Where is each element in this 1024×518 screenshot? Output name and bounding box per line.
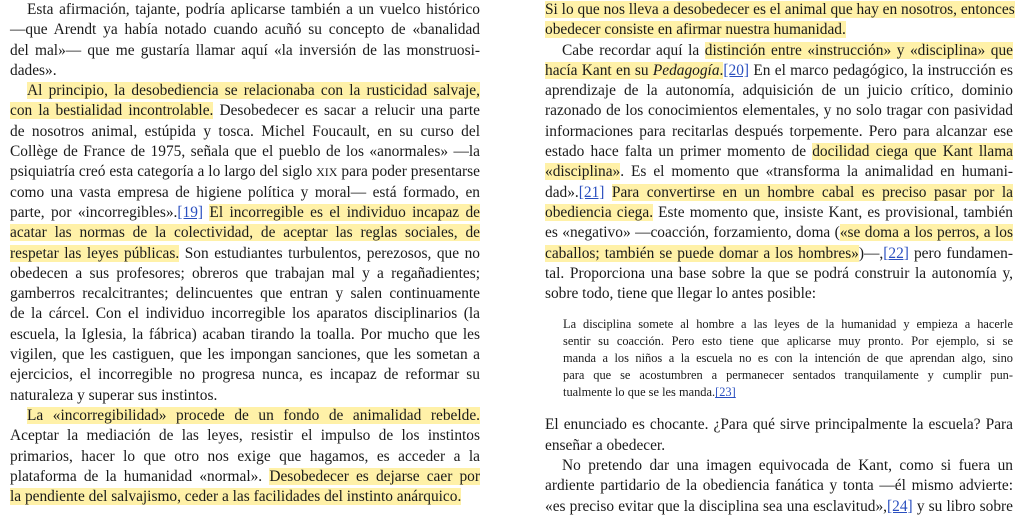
text-line: [545, 20, 1013, 40]
text-line: «es preciso evitar que la disciplina sea una esclavitud»,[24] y su libro sobre: [545, 497, 1013, 515]
text-line: aprendizaje de la autonomía, adquisición de un juicio crítico, dominio: [545, 82, 1013, 100]
text-line: con la bestialidad incontrolable. Desobedecer es sacar a relucir una parte: [10, 102, 480, 120]
text-line: razonado de los conocimientos elementales, y no solo tragar con pasividad: [545, 102, 1013, 120]
text-line: [545, 0, 1013, 20]
highlight: La «incorregibilidad» procede de un fondo de animalidad rebelde.: [27, 406, 480, 424]
highlight: acatar las normas de la colectividad, de aceptar las reglas sociales, de: [10, 224, 480, 242]
text-line: Cabe recordar aquí la distinción entre «instrucción» y «disciplina» que: [562, 41, 1013, 59]
quote-line: manda a los niños a la escuela no es con la intención de que aprendan algo, sino: [563, 351, 1013, 366]
book-title: Pedagogía: [652, 61, 720, 79]
text-line: tal. Proporciona una base sobre la que se podrá construir la autonomía y,: [545, 264, 1013, 282]
text-line: ejercicios, el incorregible no progresa nunca, es incapaz de reformar su: [10, 366, 480, 384]
right-page: [545, 0, 1013, 517]
text-line: Collège de France de 1975, señala que el pueblo de los «anormales» —la: [10, 143, 480, 161]
text-line: parte, por «incorregibles».[19] El incorregible es el individuo incapaz de: [10, 203, 480, 221]
highlight: Desobedecer es dejarse caer por: [269, 467, 480, 485]
highlight: la pendiente del salvajismo, ceder a las facilidades del instinto anárquico.: [10, 488, 462, 506]
highlight: caballos; también se puede domar a los hombres»: [545, 244, 859, 262]
paragraph-1: [545, 0, 1013, 41]
block-quote: [545, 316, 1013, 401]
highlight: docilidad ciega que Kant llama: [812, 143, 1014, 161]
text-line: sobre todo, tiene que llegar lo antes posible:: [545, 285, 816, 303]
text-line: de nosotros animal, estúpida y tosca. Michel Foucault, en su curso del: [10, 122, 480, 140]
text-line: hacía Kant en su Pedagogía.[20] En el marco pedagógico, la instrucción es: [545, 61, 1013, 79]
quote-line: tualmente lo que se les manda.[23]: [563, 385, 736, 400]
text-line: de la cárcel. Con el individuo incorregible los aparatos disciplinarios (la: [10, 305, 480, 323]
highlight: Al principio, la desobediencia se relacionaba con la rusticidad salvaje,: [27, 82, 480, 100]
highlight: distinción entre «instrucción» y «disciplina» que: [704, 41, 1013, 59]
highlight: con la bestialidad incontrolable.: [10, 102, 214, 120]
text-line: [10, 406, 480, 426]
text-line: como una vasta empresa de higiene política y moral— está formado, en: [10, 183, 480, 201]
highlight: El incorregible es el individuo incapaz de: [209, 203, 480, 221]
paragraph-3: [545, 415, 1013, 456]
footnote-link-22[interactable]: [22]: [883, 244, 909, 262]
text-line: El enunciado es chocante. ¿Para qué sirve principalmente la escuela? Para: [545, 416, 1013, 434]
highlight: «disciplina»: [545, 163, 621, 181]
quote-line: sentir su coacción. Pero esto tiene que aplicarse muy pronto. Por ejemplo, si se: [563, 334, 1013, 349]
text-line: dades».: [10, 61, 57, 79]
text-line: del mal»— que me gustaría llamar aquí «la inversión de las monstruosi-: [10, 41, 480, 59]
text-line: plataforma de la humanidad «normal». Desobedecer es dejarse caer por: [10, 467, 480, 485]
text-line: primarios, hacer lo que otro nos exige que hagamos, es acceder a la: [10, 447, 480, 465]
footnote-link-20[interactable]: [20]: [723, 61, 750, 79]
highlight: hacía Kant en su Pedagogía.: [545, 61, 724, 79]
paragraph-3: [10, 406, 480, 507]
text-line: No pretendo dar una imagen equivocada de Kant, como si fuera un: [562, 457, 1013, 475]
text-line: [10, 487, 480, 507]
text-line: estado hace falta un primer momento de docilidad ciega que Kant llama: [545, 143, 1014, 161]
quote-line: para que se acostumbren a permanecer sentados tranquilamente y cumplir pun-: [563, 368, 1013, 383]
text-line: [10, 223, 480, 243]
footnote-link-21[interactable]: [21]: [578, 183, 605, 201]
text-line: naturaleza y superar sus instintos.: [10, 386, 218, 404]
left-page: [10, 0, 480, 507]
quote-line: La disciplina somete al hombre a las leyes de la humanidad y empieza a hacerle: [563, 317, 1013, 332]
text-line: Aceptar la mediación de las leyes, resistir el impulso de los instintos: [10, 427, 480, 445]
text-line: vigilen, que les castiguen, que les impongan sanciones, que les sometan a: [10, 346, 480, 364]
page-gutter: [500, 0, 524, 518]
text-line: «disciplina». Es el momento que «transforma la animalidad en humani-: [545, 163, 1013, 181]
text-line: es «negativo» —coacción, forzamiento, doma («se doma a los perros, a los: [545, 224, 1013, 242]
text-line: obediencia ciega. Este momento que, insiste Kant, es provisional, también: [545, 203, 1014, 221]
text-line: ardiente partidario de la obediencia fanática y tonta —él mismo advierte:: [545, 477, 1013, 495]
paragraph-1: [10, 0, 480, 81]
text-line: informaciones para recitarlas después torpemente. Pero para alcanzar ese: [545, 122, 1013, 140]
text-line: obedecen a sus profesores; obreros que trabajan mal y a regañadientes;: [10, 264, 480, 282]
text-line: escuela, la Iglesia, la fábrica) acaban tirando la toalla. Por mucho que les: [10, 325, 480, 343]
text-line: psiquiatría creó esta categoría a lo largo del siglo XIX para poder presentarse: [10, 163, 480, 181]
highlight: Si lo que nos lleva a desobedecer es el animal que hay en nosotros, entonces: [545, 1, 1015, 18]
text-line: Esta afirmación, tajante, podría aplicarse también a un vuelco histórico: [27, 1, 480, 18]
text-line: —que Arendt ya había notado cuando acuñó su concepto de «banalidad: [10, 21, 480, 39]
paragraph-4: [545, 456, 1013, 517]
paragraph-2: [10, 81, 480, 406]
paragraph-2: [545, 41, 1013, 305]
text-line: enseñar a obedecer.: [545, 436, 666, 454]
text-line: gamberros recalcitrantes; delincuentes que entran y salen continuamente: [10, 285, 480, 303]
footnote-link-19[interactable]: [19]: [177, 203, 204, 221]
highlight: respetar las leyes públicas.: [10, 244, 180, 262]
text-line: dad».[21] Para convertirse en un hombre cabal es preciso pasar por la: [545, 183, 1013, 201]
text-line: [10, 81, 480, 101]
text-line: respetar las leyes públicas. Son estudiantes turbulentos, perezosos, que no: [10, 244, 480, 262]
highlight: obedecer consiste en afirmar nuestra humanidad.: [545, 21, 846, 39]
footnote-link-23[interactable]: [23]: [715, 385, 736, 400]
highlight: obediencia ciega.: [545, 203, 654, 221]
highlight: Para convertirse en un hombre cabal es preciso pasar por la: [611, 183, 1013, 201]
highlight: «se doma a los perros, a los: [839, 224, 1013, 242]
footnote-link-24[interactable]: [24]: [887, 497, 913, 515]
text-line: caballos; también se puede domar a los hombres»)—,[22] pero fundamen-: [545, 244, 1013, 262]
